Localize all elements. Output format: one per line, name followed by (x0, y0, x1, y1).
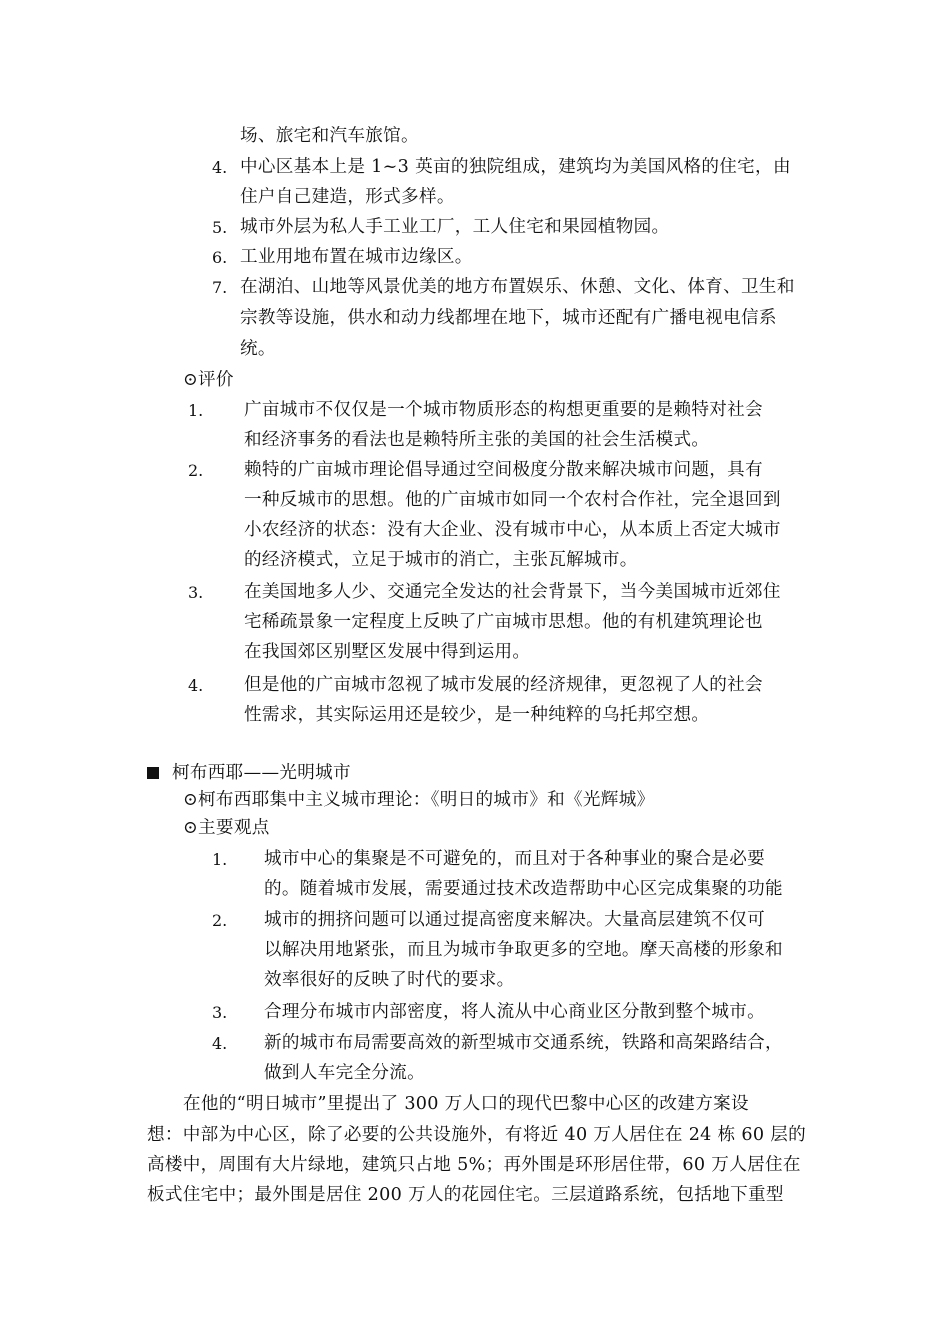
list-item-text: 做到人车完全分流。 (264, 1063, 426, 1083)
list-item-text: 住户自己建造，形式多样。 (240, 187, 455, 207)
paragraph-line: 想：中部为中心区，除了必要的公共设施外，有将近 40 万人居住在 24 栋 60 层的 (147, 1125, 807, 1145)
list-item-text: 赖特的广亩城市理论倡导通过空间极度分散来解决城市问题，具有 (244, 460, 763, 480)
list-item-text: 城市中心的集聚是不可避免的，而且对于各种事业的聚合是必要 (264, 849, 766, 869)
list-item-text: 在美国地多人少、交通完全发达的社会背景下，当今美国城市近郊住 (244, 582, 781, 602)
list-item-text: 在湖泊、山地等风景优美的地方布置娱乐、休憩、文化、体育、卫生和 (240, 277, 795, 297)
list-item-number: 5. (212, 218, 228, 237)
list-item-text: 一种反城市的思想。他的广亩城市如同一个农村合作社，完全退回到 (244, 490, 781, 510)
list-item-text: 但是他的广亩城市忽视了城市发展的经济规律，更忽视了人的社会 (244, 675, 763, 695)
list-item-text: 中心区基本上是 1~3 英亩的独院组成，建筑均为美国风格的住宅，由 (240, 157, 791, 177)
list-item-text: 性需求，其实际运用还是较少，是一种纯粹的乌托邦空想。 (244, 705, 710, 725)
evaluation-heading: ⊙评价 (183, 370, 234, 390)
theory-line: ⊙柯布西耶集中主义城市理论：《明日的城市》和《光辉城》 (183, 790, 655, 810)
list-item-text: 的。随着城市发展，需要通过技术改造帮助中心区完成集聚的功能 (264, 879, 783, 899)
views-heading: ⊙主要观点 (183, 818, 270, 838)
list-item-text: 城市的拥挤问题可以通过提高密度来解决。大量高层建筑不仅可 (264, 910, 766, 930)
list-item-text: 的经济模式，立足于城市的消亡，主张瓦解城市。 (244, 550, 638, 570)
list-item-text: 以解决用地紧张，而且为城市争取更多的空地。摩天高楼的形象和 (264, 940, 783, 960)
list-item-number: 1. (188, 401, 204, 420)
list-item-text: 统。 (240, 339, 276, 359)
list-item-number: 3. (188, 583, 204, 602)
paragraph-line: 高楼中，周围有大片绿地，建筑只占地 5%；再外围是环形居住带，60 万人居住在 (147, 1155, 801, 1175)
list-item-text: 城市外层为私人手工业工厂，工人住宅和果园植物园。 (240, 217, 670, 237)
paragraph-line: 板式住宅中；最外围是居住 200 万人的花园住宅。三层道路系统，包括地下重型 (147, 1185, 784, 1205)
list-item-number: 7. (212, 278, 228, 297)
list-item-text: 和经济事务的看法也是赖特所主张的美国的社会生活模式。 (244, 430, 710, 450)
list-item-number: 4. (188, 676, 204, 695)
section-title: 柯布西耶——光明城市 (172, 763, 351, 783)
list-item-number: 1. (212, 850, 228, 869)
list-item-text: 场、旅宅和汽车旅馆。 (240, 126, 419, 146)
list-item-text: 广亩城市不仅仅是一个城市物质形态的构想更重要的是赖特对社会 (244, 400, 763, 420)
list-item-text: 在我国郊区别墅区发展中得到运用。 (244, 642, 531, 662)
paragraph-line: 在他的“明日城市”里提出了 300 万人口的现代巴黎中心区的改建方案设 (183, 1094, 749, 1114)
list-item-number: 2. (188, 461, 204, 480)
list-item-text: 小农经济的状态：没有大企业、没有城市中心，从本质上否定大城市 (244, 520, 781, 540)
list-item-number: 3. (212, 1003, 228, 1022)
list-item-number: 4. (212, 1034, 228, 1053)
list-item-text: 合理分布城市内部密度，将人流从中心商业区分散到整个城市。 (264, 1002, 766, 1022)
list-item-text: 宗教等设施，供水和动力线都埋在地下，城市还配有广播电视电信系 (240, 308, 777, 328)
list-item-number: 6. (212, 248, 228, 267)
list-item-number: 4. (212, 158, 228, 177)
list-item-text: 效率很好的反映了时代的要求。 (264, 970, 515, 990)
list-item-text: 新的城市布局需要高效的新型城市交通系统，铁路和高架路结合， (264, 1033, 783, 1053)
list-item-number: 2. (212, 911, 228, 930)
list-item-text: 工业用地布置在城市边缘区。 (240, 247, 473, 267)
list-item-text: 宅稀疏景象一定程度上反映了广亩城市思想。他的有机建筑理论也 (244, 612, 763, 632)
square-bullet-icon (147, 767, 159, 779)
